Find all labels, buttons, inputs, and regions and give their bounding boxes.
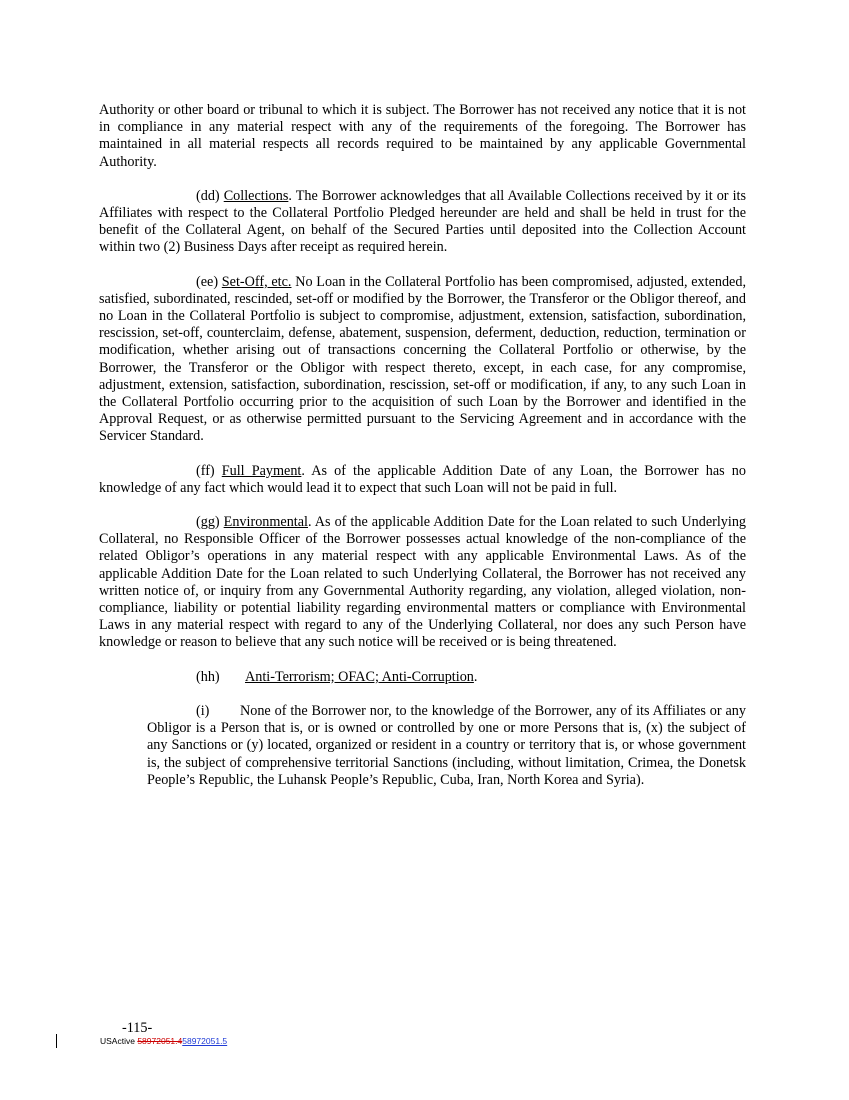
- paragraph-hh-i-text: None of the Borrower nor, to the knowledge of the Borrower, any of its Affiliates or any Obligor is a Person that is, or is owned or controlled by one or more Persons that is, (x) the subject of any Sanctions or (y) located, organized or resident in a country or territory that is, or whose government is, the subject of comprehensive territorial Sanctions (including, without limitation, Crimea, the Donetsk People’s Republic, the Luhansk People’s Republic, Cuba, Iran, North Korea and Syria).: [147, 702, 746, 788]
- footer-prefix: USActive: [100, 1036, 138, 1046]
- paragraph-hh-text: .: [473, 668, 478, 685]
- paragraph-cc-continuation: Authority or other board or tribunal to which it is subject. The Borrower has not received any notice that it is not in compliance in any material respect with any of the requirements of the foregoing. The Borrower has maintained in all material respects all records required to be maintained by any applicable Governmental Authority.: [99, 102, 746, 170]
- paragraph-ff-text: . As of the applicable Addition Date of any Loan, the Borrower has no knowledge of any fact which would lead it to expect that such Loan will not be paid in full.: [99, 462, 746, 496]
- paragraph-ee-text: No Loan in the Collateral Portfolio has been compromised, adjusted, extended, satisfied, subordinated, rescinded, set-off or modified by the Borrower, the Transferor or the Obligor thereof, and no Loan in the Collateral Portfolio is subject to compromise, adjustment, extension, satisfaction, subordination, rescission, set-off, counterclaim, defense, abatement, suspension, deferment, deduction, reduction, termination or modification, whether arising out of transactions concerning the Collateral Portfolio or otherwise, by the Borrower, the Transferor or the Obligor with respect thereto, except, in each case, for any compromise, adjustment, extension, satisfaction, subordination, rescission, set-off or modification, if any, to any such Loan in the Collateral Portfolio occurring prior to the acquisition of such Loan by the Borrower and identified in the Approval Request, or as otherwise permitted pursuant to the Servicing Agreement and in accordance with the Servicer Standard.: [99, 273, 746, 445]
- footer-old-id: 58972051.4: [137, 1036, 183, 1046]
- paragraph-ff: [99, 463, 746, 497]
- paragraph-hh-number: (hh): [196, 668, 220, 685]
- paragraph-dd-title: Collections: [223, 187, 289, 204]
- paragraph-dd-text: . The Borrower acknowledges that all Available Collections received by it or its Affiliates with respect to the Collateral Portfolio Pledged hereunder are held and shall be held in trust for the benefit of the Collateral Agent, on behalf of the Secured Parties until deposited into the Collection Account within two (2) Business Days after receipt as required herein.: [99, 187, 747, 256]
- paragraph-hh-i-number: (i): [196, 702, 210, 719]
- paragraph-dd-number: (dd): [196, 187, 224, 204]
- paragraph-gg-title: Environmental: [223, 514, 308, 531]
- footer-document-id: [100, 1036, 227, 1046]
- paragraph-ff-number: (ff): [196, 462, 222, 479]
- footer-new-id: 58972051.5: [182, 1036, 228, 1046]
- document-body: [99, 102, 746, 789]
- change-bar: [56, 1034, 57, 1048]
- paragraph-gg-text: . As of the applicable Addition Date for the Loan related to such Underlying Collateral, no Responsible Officer of the Borrower possesses actual knowledge of the non-compliance of the related Obligor’s operations in any material respect with any applicable Environmental Laws. As of the applicable Addition Date for the Loan related to such Underlying Collateral, the Borrower has not received any written notice of, or inquiry from any Governmental Authority regarding, any violation, alleged violation, non-compliance, liability or potential liability regarding environmental matters or compliance with Environmental Laws in any material respect with regard to any of the Underlying Collateral, nor does any such Person have knowledge or reason to believe that any such notice will be received or is being threatened.: [99, 514, 747, 651]
- paragraph-ee-number: (ee): [196, 273, 222, 290]
- paragraph-hh-heading: [99, 669, 746, 686]
- paragraph-hh-title: Anti-Terrorism; OFAC; Anti-Corruption: [245, 668, 474, 685]
- paragraph-dd: [99, 188, 746, 257]
- paragraph-gg: [99, 514, 746, 652]
- paragraph-ee-title: Set-Off, etc.: [221, 273, 292, 290]
- paragraph-hh-i: [147, 703, 746, 789]
- paragraph-gg-number: (gg): [196, 514, 224, 531]
- paragraph-ff-title: Full Payment: [221, 462, 302, 479]
- page-number: -115-: [122, 1020, 153, 1036]
- paragraph-ee: [99, 274, 746, 446]
